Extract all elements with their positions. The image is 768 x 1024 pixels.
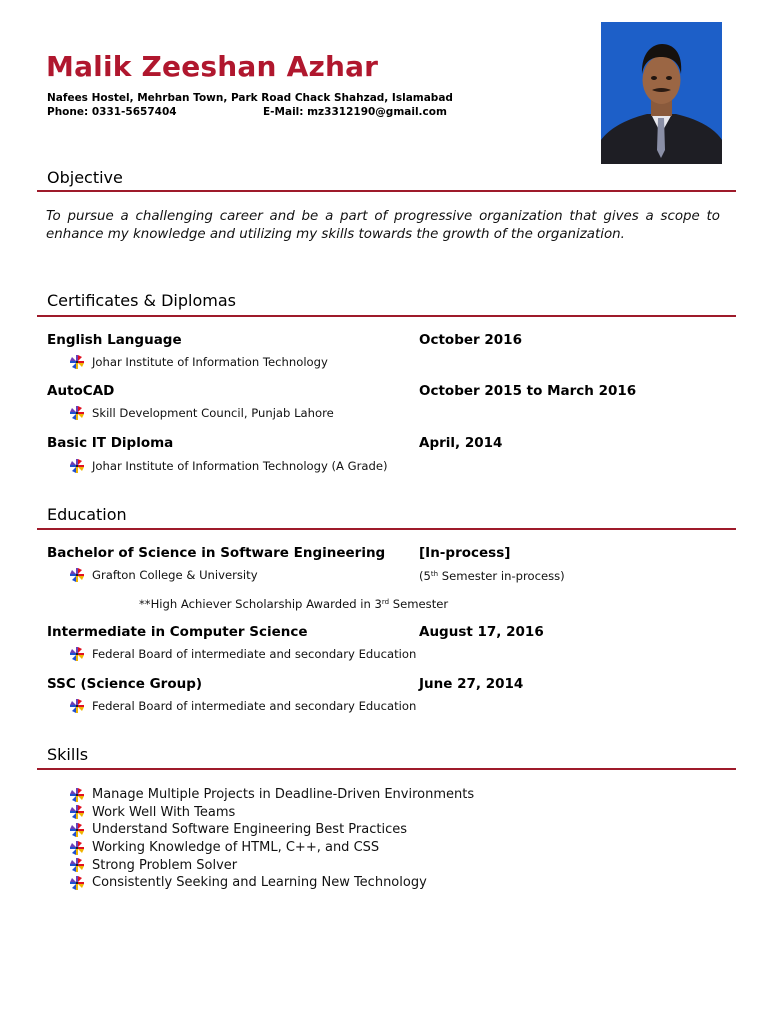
objective-divider xyxy=(37,190,736,192)
note-suffix: Semester xyxy=(389,597,449,611)
certificate-institute-text: Johar Institute of Information Technology (A Grade) xyxy=(92,459,388,473)
education-institute-text: Federal Board of intermediate and secondary Education xyxy=(92,699,417,713)
pinwheel-bullet-icon xyxy=(70,568,84,582)
pinwheel-bullet-icon xyxy=(70,805,84,819)
skills-list xyxy=(70,786,474,892)
education-divider xyxy=(37,528,736,530)
pinwheel-bullet-icon xyxy=(70,788,84,802)
certificate-institute xyxy=(70,355,328,369)
objective-heading: Objective xyxy=(47,168,123,187)
skills-heading: Skills xyxy=(47,745,89,764)
certificate-institute xyxy=(70,459,388,473)
pinwheel-bullet-icon xyxy=(70,876,84,890)
certificates-divider xyxy=(37,315,736,317)
certificate-title: English Language xyxy=(47,332,182,348)
scholarship-note xyxy=(139,597,448,611)
education-title: Bachelor of Science in Software Engineering xyxy=(47,545,386,561)
skill-item xyxy=(70,786,474,804)
profile-photo-image xyxy=(601,22,722,164)
skill-text: Working Knowledge of HTML, C++, and CSS xyxy=(92,840,380,856)
education-title: SSC (Science Group) xyxy=(47,676,203,692)
skill-item xyxy=(70,821,474,839)
candidate-name: Malik Zeeshan Azhar xyxy=(46,50,379,83)
education-date: [In-process] xyxy=(419,545,511,561)
education-date: August 17, 2016 xyxy=(419,624,544,640)
education-institute xyxy=(70,647,416,661)
skill-text: Consistently Seeking and Learning New Technology xyxy=(92,875,427,891)
pinwheel-bullet-icon xyxy=(70,647,84,661)
pinwheel-bullet-icon xyxy=(70,841,84,855)
certificate-title: AutoCAD xyxy=(47,383,115,399)
note-superscript: rd xyxy=(381,598,390,606)
education-institute xyxy=(70,568,258,582)
skill-text: Understand Software Engineering Best Practices xyxy=(92,822,407,838)
pinwheel-bullet-icon xyxy=(70,406,84,420)
pinwheel-bullet-icon xyxy=(70,699,84,713)
certificate-date: October 2015 to March 2016 xyxy=(419,383,637,399)
certificate-date: October 2016 xyxy=(419,332,522,348)
education-status xyxy=(419,569,565,583)
certificates-heading: Certificates & Diplomas xyxy=(47,291,236,310)
skill-text: Strong Problem Solver xyxy=(92,857,238,873)
status-prefix: (5 xyxy=(419,569,431,583)
email-line: E-Mail: mz3312190@gmail.com xyxy=(263,106,447,118)
address-line: Nafees Hostel, Mehrban Town, Park Road Chack Shahzad, Islamabad xyxy=(47,92,453,104)
education-heading: Education xyxy=(47,505,127,524)
pinwheel-bullet-icon xyxy=(70,355,84,369)
profile-photo xyxy=(601,22,722,164)
education-institute-text: Grafton College & University xyxy=(92,568,258,582)
pinwheel-bullet-icon xyxy=(70,858,84,872)
skill-item xyxy=(70,856,474,874)
certificate-title: Basic IT Diploma xyxy=(47,435,174,451)
status-superscript: th xyxy=(430,570,439,578)
skill-item xyxy=(70,839,474,857)
certificate-institute xyxy=(70,406,334,420)
note-prefix: **High Achiever Scholarship Awarded in 3 xyxy=(139,597,382,611)
pinwheel-bullet-icon xyxy=(70,823,84,837)
status-suffix: Semester in-process) xyxy=(438,569,565,583)
pinwheel-bullet-icon xyxy=(70,459,84,473)
phone-line: Phone: 0331-5657404 xyxy=(47,106,177,118)
education-institute-text: Federal Board of intermediate and secondary Education xyxy=(92,647,417,661)
education-date: June 27, 2014 xyxy=(419,676,524,692)
certificate-date: April, 2014 xyxy=(419,435,503,451)
skill-text: Work Well With Teams xyxy=(92,804,236,820)
skill-item xyxy=(70,874,474,892)
skill-item xyxy=(70,804,474,822)
objective-text: To pursue a challenging career and be a part of progressive organization that gives a scope to enhance my knowledge and utilizing my skills towards the growth of the organization. xyxy=(46,209,720,242)
education-title: Intermediate in Computer Science xyxy=(47,624,308,640)
certificate-institute-text: Johar Institute of Information Technology xyxy=(92,355,328,369)
education-institute xyxy=(70,699,416,713)
skill-text: Manage Multiple Projects in Deadline-Driven Environments xyxy=(92,787,475,803)
certificate-institute-text: Skill Development Council, Punjab Lahore xyxy=(92,406,334,420)
skills-divider xyxy=(37,768,736,770)
